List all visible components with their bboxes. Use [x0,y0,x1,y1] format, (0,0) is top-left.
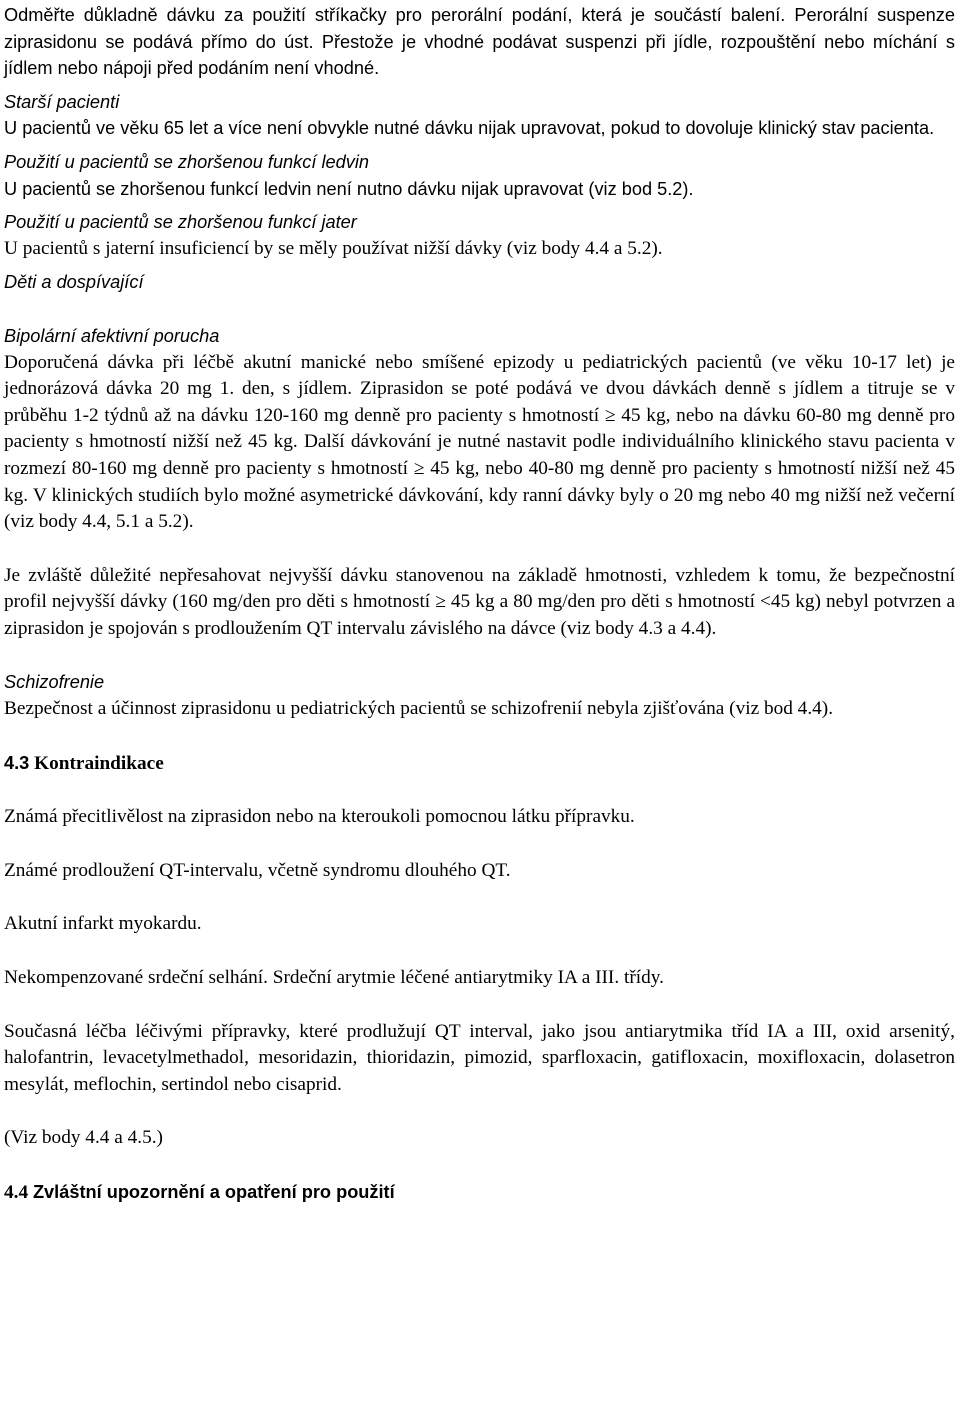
contraindication-item: Současná léčba léčivými přípravky, které prodlužují QT interval, jako jsou antiarytmika tříd IA a III, oxid arsenitý, halofantrin, levacetylmethadol, mesoridazin, thioridazin, pimozid, sparfloxacin, gatifloxacin, moxifloxacin, dolasetron mesylát, meflochin, sertindol nebo cisaprid. [4,1020,955,1095]
contraindication-item: Akutní infarkt myokardu. [4,913,202,935]
section-4-4-heading [4,1179,955,1207]
bipolar-paragraph: Doporučená dávka při léčbě akutní manické nebo smíšené epizody u pediatrických pacientů (ve věku 10-17 let) je jednorázová dávka 20 mg 1. den, s jídlem. Ziprasidon se poté podává ve dvou dávkách denně s jídlem a titruje se v průběhu 1-2 týdnů až na dávku 120-160 mg denně pro pacienty s hmotností ≥ 45 kg, nebo na dávku 60-80 mg denně pro pacienty s hmotností nižší než 45 kg. Další dávkování je nutné nastavit podle individuálního klinického stavu pacienta v rozmezí 80-160 mg denně pro pacienty s hmotností ≥ 45 kg, nebo 40-80 mg denně pro pacienty s hmotností nižší než 45 kg. V klinických studiích bylo možné asymetrické dávkování, kdy ranní dávky byly o 20 mg nebo 40 mg nižší než večerní (viz body 4.4, 5.1 a 5.2). [4,351,955,533]
intro-paragraph: Odměřte důkladně dávku za použití stříkačky pro perorální podání, která je součástí balení. Perorální suspenze ziprasidonu se podává přímo do úst. Přestože je vhodné podávat suspenzi při jídle, rozpouštění nebo míchání s jídlem nebo nápoji před podáním není vhodné. [4,5,955,79]
bipolar-heading: Bipolární afektivní porucha [4,325,220,346]
renal-heading: Použití u pacientů se zhoršenou funkcí ledvin [4,151,369,172]
schizo-paragraph: Bezpečnost a účinnost ziprasidonu u pediatrických pacientů se schizofrenií nebyla zjišťována (viz bod 4.4). [4,698,834,720]
contraindication-item: Známé prodloužení QT-intervalu, včetně syndromu dlouhého QT. [4,859,511,881]
section-4-3-title: Kontraindikace [34,752,164,774]
renal-paragraph: U pacientů se zhoršenou funkcí ledvin není nutno dávku nijak upravovat (viz bod 5.2). [4,178,694,199]
elderly-paragraph: U pacientů ve věku 65 let a více není obvykle nutné dávku nijak upravovat, pokud to dovoluje klinický stav pacienta. [4,118,935,139]
bipolar-max-dose-paragraph: Je zvláště důležité nepřesahovat nejvyšší dávku stanovenou na základě hmotnosti, vzhledem k tomu, že bezpečnostní profil nejvyšší dávky (160 mg/den pro děti s hmotností ≥ 45 kg a 80 mg/den pro děti s hmotností <45 kg) nebyl potvrzen a ziprasidon je spojován s prodloužením QT intervalu závislého na dávce (viz body 4.3 a 4.4). [4,564,955,639]
hepatic-heading: Použití u pacientů se zhoršenou funkcí jater [4,212,357,233]
section-4-3-heading [4,750,955,778]
section-4-4-title: Zvláštní upozornění a opatření pro použití [32,1182,395,1202]
section-4-4-number: 4.4 [4,1182,29,1203]
elderly-heading: Starší pacienti [4,91,120,112]
children-heading: Děti a dospívající [4,272,144,293]
section-4-3-number: 4.3 [4,752,30,773]
schizo-heading: Schizofrenie [4,672,105,693]
document-page [4,2,955,1207]
contraindication-reference: (Viz body 4.4 a 4.5.) [4,1127,163,1149]
contraindication-item: Nekompenzované srdeční selhání. Srdeční arytmie léčené antiarytmiky IA a III. třídy. [4,967,664,989]
hepatic-paragraph: U pacientů s jaterní insuficiencí by se měly používat nižší dávky (viz body 4.4 a 5.2). [4,237,663,259]
contraindication-item: Známá přecitlivělost na ziprasidon nebo na kteroukoli pomocnou látku přípravku. [4,806,635,828]
